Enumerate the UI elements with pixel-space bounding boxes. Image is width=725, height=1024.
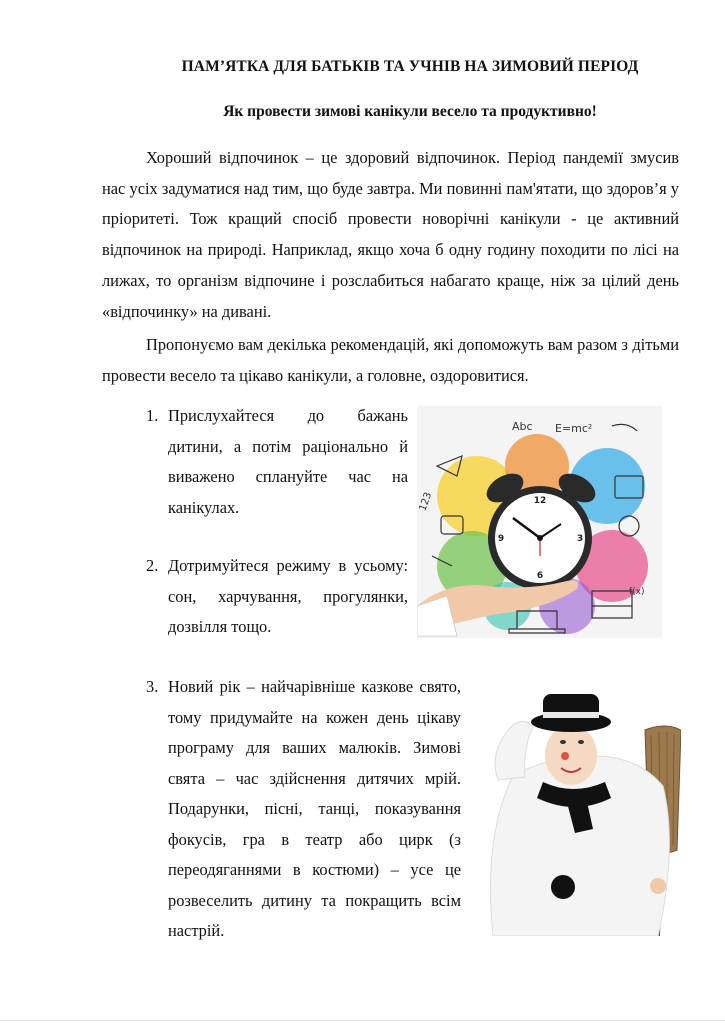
doodle-text: Abc <box>512 420 533 433</box>
clock-illustration <box>417 406 662 638</box>
clock-number: 6 <box>536 571 544 581</box>
document-title: ПАМ’ЯТКА ДЛЯ БАТЬКІВ ТА УЧНІВ НА ЗИМОВИЙ ПЕРІОД <box>181 58 639 75</box>
clock-number: 12 <box>533 496 547 506</box>
doodle-text: f(x) <box>629 587 645 597</box>
page-divider <box>0 1020 725 1021</box>
clock-number: 9 <box>497 534 505 544</box>
list-item <box>146 401 408 523</box>
list-item-text: Дотримуйтеся режиму в усьому: сон, харчування, прогулянки, дозвілля тощо. <box>168 556 408 636</box>
list-item <box>146 672 461 947</box>
intro-paragraph: Хороший відпочинок – це здоровий відпочинок. Період пандемії змусив нас усіх задуматися над тим, що буде завтра. Ми повинні пам'ятати, що здоров’я у пріоритеті. Тож кращий спосіб провести новорічні канікули - це активний відпочинок на природі. Наприклад, якщо хоча б одну годину походити по лісі на лижах, то організм відпочине і розслабиться набагато краще, ніж за цілий день «відпочинку» на дивані. <box>102 148 679 321</box>
snowman-child-photo <box>473 690 681 936</box>
doodle-text: E=mc² <box>555 422 593 435</box>
list-item-text: Прислухайтеся до бажань дитини, а потім раціонально й виважено сплануйте час на канікулах. <box>168 406 408 517</box>
recommendations-paragraph: Пропонуємо вам декілька рекомендацій, які допоможуть вам разом з дітьми провести весело та цікаво канікули, а головне, оздоровитися. <box>102 335 679 385</box>
list-item-number: 3. <box>146 677 159 696</box>
list-item-number: 2. <box>146 556 159 575</box>
list-item <box>146 551 408 643</box>
list-item-text: Новий рік – найчарівніше казкове свято, тому придумайте на кожен день цікаву програму для ваших малюків. Зимові свята – час здійснення дитячих мрій. Подарунки, пісні, танці, показування фокусів, гра в театр або цирк (з переодяганнями в костюми) – усе це розвеселить дитину та покращить всім настрій. <box>168 677 461 940</box>
clock-number: 3 <box>576 534 584 544</box>
list-item-number: 1. <box>146 406 159 425</box>
document-subtitle: Як провести зимові канікули весело та продуктивно! <box>223 103 597 120</box>
doodle-text: 123 <box>417 490 435 513</box>
